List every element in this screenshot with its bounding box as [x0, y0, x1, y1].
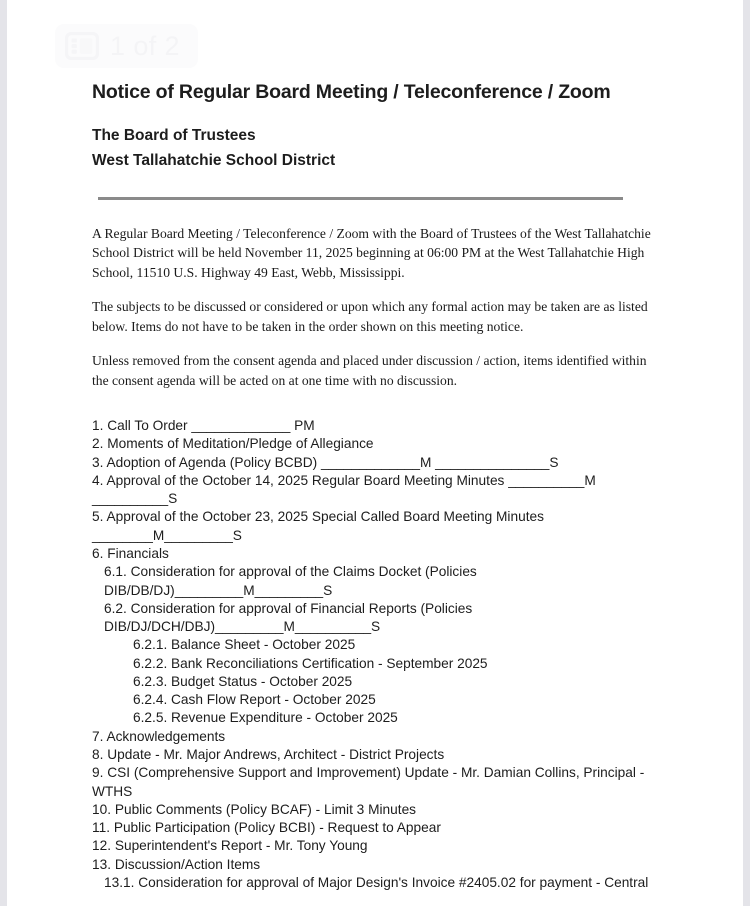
- agenda-item-text: 6.2.4. Cash Flow Report - October 2025: [133, 692, 376, 708]
- agenda-item: [85, 417, 665, 435]
- agenda-item-text: 6. Financials: [92, 545, 169, 561]
- district-name: West Tallahatchie School District: [92, 152, 336, 170]
- agenda-item: [85, 435, 665, 453]
- agenda-item: [85, 563, 665, 600]
- agenda-item: [85, 454, 665, 472]
- agenda-item-text: 6.2. Consideration for approval of Financial Reports (Policies DIB/DJ/DCH/DBJ)_________M__________S: [104, 600, 473, 635]
- agenda-item: [85, 508, 665, 545]
- agenda-item-text: 1. Call To Order _____________ PM: [92, 417, 315, 433]
- agenda-item: [85, 709, 665, 727]
- consent-agenda-paragraph: Unless removed from the consent agenda and placed under discussion / action, items identified within the consent agenda will be acted on at one time with no discussion.: [92, 353, 647, 388]
- agenda-item: [85, 856, 665, 874]
- agenda-item-text: 3. Adoption of Agenda (Policy BCBD) _____________M _______________S: [92, 454, 559, 470]
- header-divider: [98, 197, 623, 200]
- agenda-item: [85, 746, 665, 764]
- agenda-item-text: 4. Approval of the October 14, 2025 Regular Board Meeting Minutes __________M __________S: [92, 472, 596, 507]
- document-page: [7, 0, 743, 906]
- agenda-item: [85, 691, 665, 709]
- agenda-item: [85, 655, 665, 673]
- agenda-item-text: 6.2.3. Budget Status - October 2025: [133, 673, 353, 689]
- agenda-item-text: 11. Public Participation (Policy BCBI) - Request to Appear: [92, 820, 441, 836]
- agenda-item: [85, 837, 665, 855]
- agenda-item: [85, 764, 665, 801]
- document-title: Notice of Regular Board Meeting / Teleconference / Zoom: [92, 81, 611, 103]
- document-content: [7, 0, 743, 892]
- agenda-item: [85, 636, 665, 654]
- agenda-item: [85, 874, 665, 892]
- agenda-item-text: 13.1. Consideration for approval of Major Design's Invoice #2405.02 for payment - Central: [104, 875, 649, 890]
- agenda-item: [85, 545, 665, 563]
- agenda-item-text: 10. Public Comments (Policy BCAF) - Limit 3 Minutes: [92, 801, 417, 817]
- page-indicator-label: 1 of 2: [110, 30, 180, 61]
- agenda-item-text: 13. Discussion/Action Items: [92, 856, 261, 872]
- agenda-item-text: 12. Superintendent's Report - Mr. Tony Young: [92, 838, 368, 854]
- agenda-list: [92, 417, 665, 892]
- agenda-item-text: 6.1. Consideration for approval of the Claims Docket (Policies DIB/DB/DJ)_________M_________S: [104, 564, 477, 598]
- agenda-item-text: 8. Update - Mr. Major Andrews, Architect - District Projects: [92, 747, 445, 763]
- agenda-item-text: 6.2.2. Bank Reconciliations Certification - September 2025: [133, 655, 488, 671]
- agenda-item: [85, 673, 665, 691]
- board-name: The Board of Trustees: [92, 127, 256, 145]
- agenda-item-text: 7. Acknowledgements: [92, 728, 226, 744]
- agenda-item: [85, 472, 665, 509]
- agenda-item-text: 5. Approval of the October 23, 2025 Special Called Board Meeting Minutes ________M_________S: [92, 509, 544, 543]
- agenda-item: [85, 801, 665, 819]
- agenda-item-text: 6.2.5. Revenue Expenditure - October 2025: [133, 710, 398, 726]
- agenda-item-text: 9. CSI (Comprehensive Support and Improvement) Update - Mr. Damian Collins, Principal - WTHS: [92, 765, 645, 799]
- agenda-item: [85, 728, 665, 746]
- agenda-item: [85, 819, 665, 837]
- agenda-item: [85, 600, 665, 637]
- agenda-item-text: 2. Moments of Meditation/Pledge of Allegiance: [92, 436, 374, 452]
- agenda-item-text: 6.2.1. Balance Sheet - October 2025: [133, 637, 356, 653]
- subjects-paragraph: The subjects to be discussed or considered or upon which any formal action may be taken are as listed below. Items do not have to be taken in the order shown on this meeting notice.: [92, 299, 648, 334]
- meeting-details-paragraph: A Regular Board Meeting / Teleconference / Zoom with the Board of Trustees of the West Tallahatchie School District will be held November 11, 2025 beginning at 06:00 PM at the West Tallahatchie High School, 11510 U.S. Highway 49 East, Webb, Mississippi.: [92, 225, 651, 280]
